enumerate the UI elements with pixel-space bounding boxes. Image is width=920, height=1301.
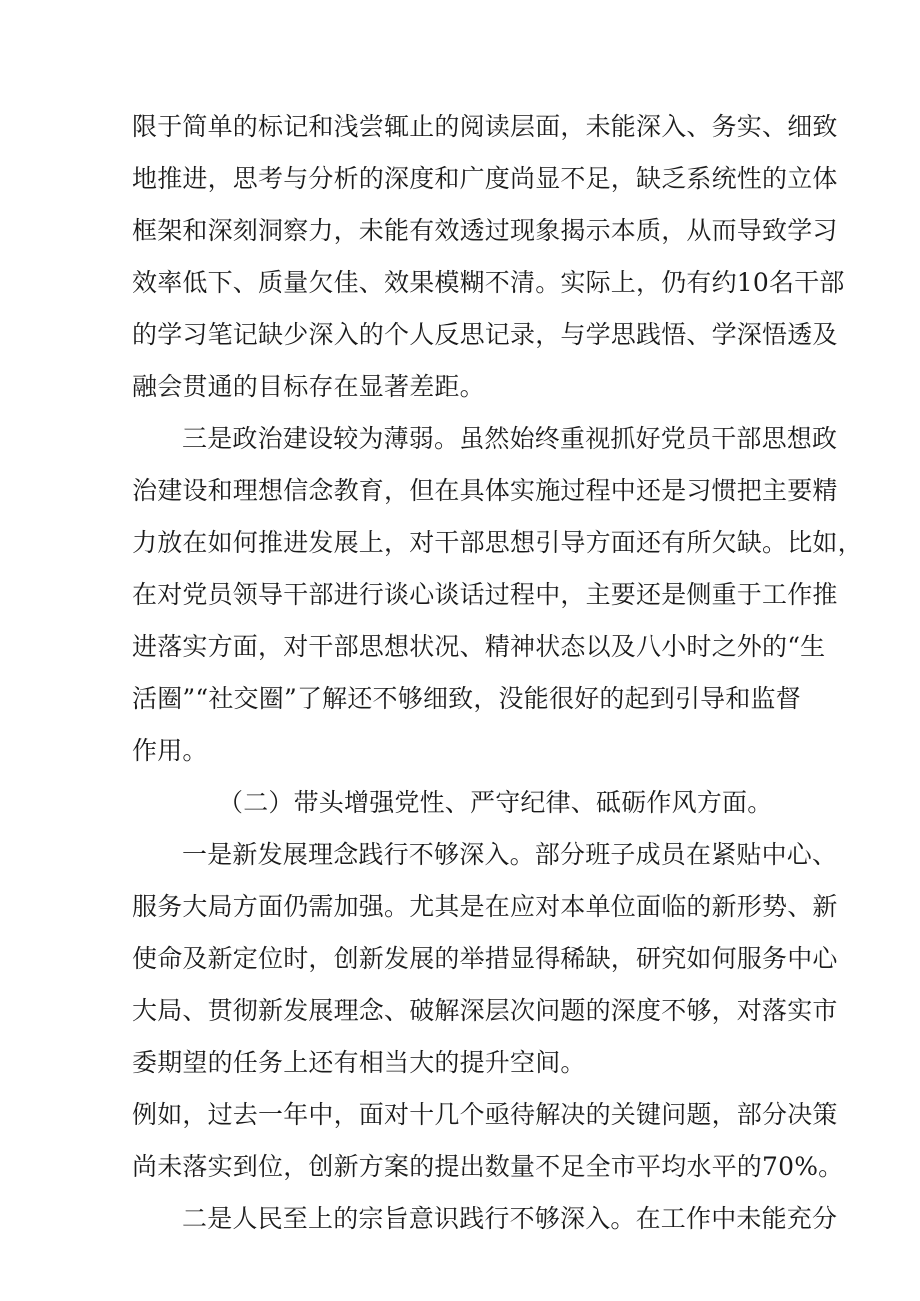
text-line: 进落实方面，对干部思想状况、精神状态以及八小时之外的“生 bbox=[132, 632, 826, 661]
section-heading: （二）带头增强党性、严守纪律、砥砺作风方面。 bbox=[218, 788, 773, 817]
paragraph-start-line: 二是人民至上的宗旨意识践行不够深入。在工作中未能充分 bbox=[182, 1204, 838, 1233]
text-line: 框架和深刻洞察力，未能有效透过现象揭示本质，从而导致学习 bbox=[132, 216, 838, 245]
text-line: 限于简单的标记和浅尝辄止的阅读层面，未能深入、务实、细致 bbox=[132, 112, 838, 141]
paragraph-start-line: 三是政治建设较为薄弱。虽然始终重视抓好党员干部思想政 bbox=[182, 424, 838, 453]
text-line: 的学习笔记缺少深入的个人反思记录，与学思践悟、学深悟透及 bbox=[132, 320, 838, 349]
text-line: 大局、贯彻新发展理念、破解深层次问题的深度不够，对落实市 bbox=[132, 996, 838, 1025]
text-line: 治建设和理想信念教育，但在具体实施过程中还是习惯把主要精 bbox=[132, 476, 838, 505]
text-line: 在对党员领导干部进行谈心谈话过程中，主要还是侧重于工作推 bbox=[132, 580, 838, 609]
text-line: 委期望的任务上还有相当大的提升空间。 bbox=[132, 1048, 586, 1077]
text-line: 力放在如何推进发展上，对干部思想引导方面还有所欠缺。比如， bbox=[132, 528, 863, 557]
paragraph-start-line: 一是新发展理念践行不够深入。部分班子成员在紧贴中心、 bbox=[182, 840, 838, 869]
text-line: 作用。 bbox=[132, 736, 208, 765]
text-line: 使命及新定位时，创新发展的举措显得稀缺，研究如何服务中心 bbox=[132, 944, 838, 973]
text-line: 尚未落实到位，创新方案的提出数量不足全市平均水平的70%。 bbox=[132, 1152, 844, 1181]
text-line: 活圈”“社交圈”了解还不够细致，没能很好的起到引导和监督 bbox=[132, 684, 801, 713]
text-line: 融会贯通的目标存在显著差距。 bbox=[132, 372, 485, 401]
text-line: 地推进，思考与分析的深度和广度尚显不足，缺乏系统性的立体 bbox=[132, 164, 838, 193]
text-line: 效率低下、质量欠佳、效果模糊不清。实际上，仍有约10名干部 bbox=[132, 268, 845, 297]
text-line: 例如，过去一年中，面对十几个亟待解决的关键问题，部分决策 bbox=[132, 1100, 838, 1129]
text-line: 服务大局方面仍需加强。尤其是在应对本单位面临的新形势、新 bbox=[132, 892, 838, 921]
